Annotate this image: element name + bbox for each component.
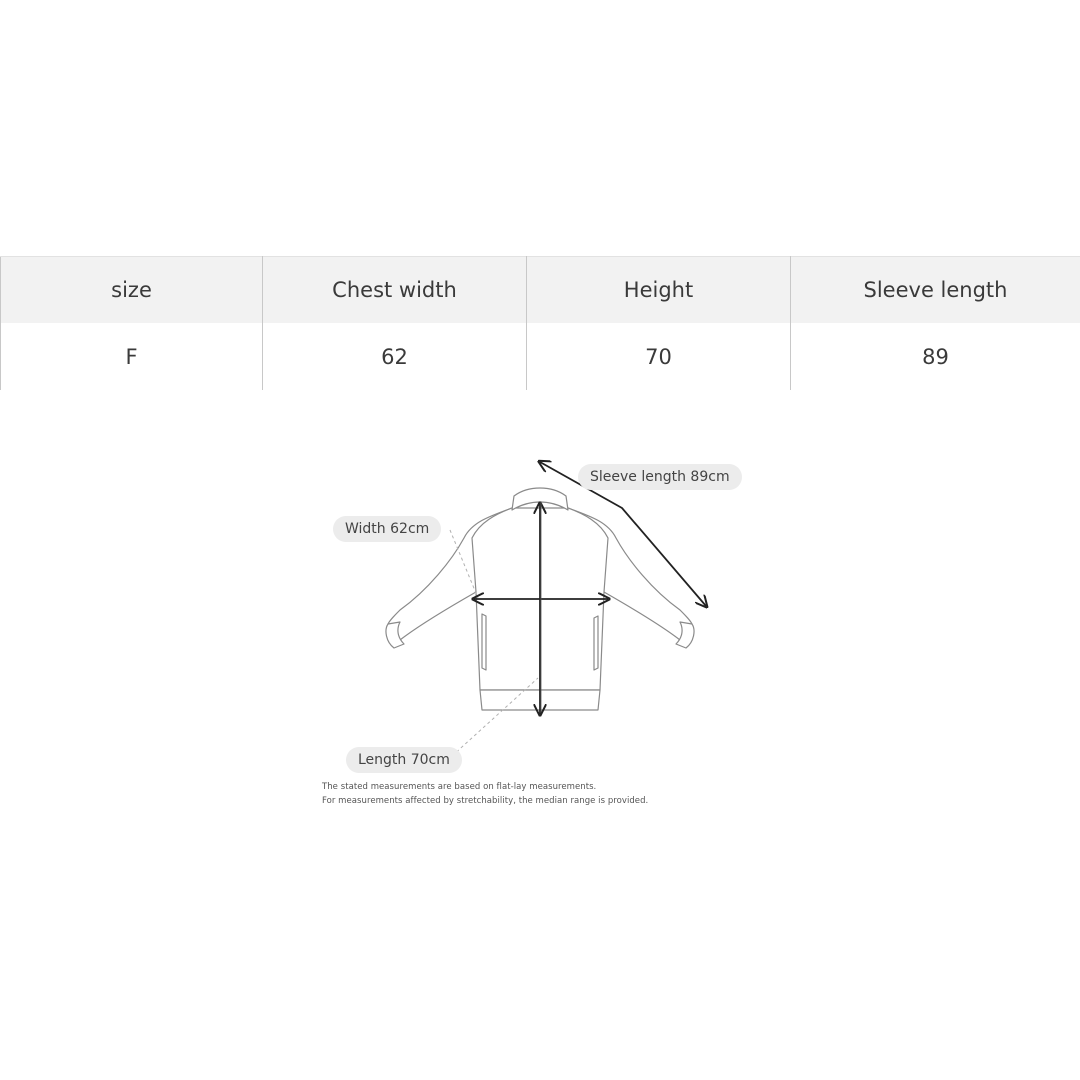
table-header-row <box>1 257 1080 324</box>
cell-height: 70 <box>527 323 791 390</box>
measurement-note: The stated measurements are based on flat-lay measurements. <box>322 782 597 792</box>
width-label: Width 62cm <box>333 516 441 542</box>
table-row <box>1 323 1080 390</box>
length-label: Length 70cm <box>346 747 462 773</box>
cell-chest-width: 62 <box>263 323 527 390</box>
size-table <box>0 256 1080 390</box>
cell-sleeve-length: 89 <box>791 323 1080 390</box>
cell-size: F <box>1 323 263 390</box>
left-pocket <box>482 614 486 670</box>
header-size: size <box>1 257 263 324</box>
measurement-diagram <box>300 430 780 830</box>
header-height: Height <box>527 257 791 324</box>
sleeve-label: Sleeve length 89cm <box>578 464 742 490</box>
stretch-note: For measurements affected by stretchability, the median range is provided. <box>322 796 649 806</box>
header-chest-width: Chest width <box>263 257 527 324</box>
right-pocket <box>594 616 598 670</box>
header-sleeve-length: Sleeve length <box>791 257 1080 324</box>
